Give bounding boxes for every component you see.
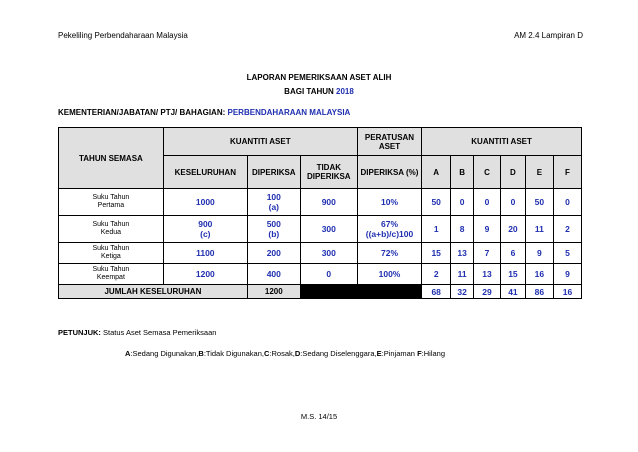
row-label: Suku Tahun Keempat: [59, 264, 164, 285]
cell-f: 5: [553, 243, 581, 264]
header-col-f: F: [553, 156, 581, 189]
cell-e: 50: [525, 189, 553, 216]
cell-tidak-diperiksa: 0: [300, 264, 357, 285]
header-kuantiti-aset: KUANTITI ASET: [163, 128, 357, 156]
table-row: [59, 216, 582, 243]
header-peratusan-aset: PERATUSAN ASET: [357, 128, 421, 156]
report-subtitle: [0, 87, 638, 96]
header-tahun-semasa: TAHUN SEMASA: [59, 128, 164, 189]
cell-d: 15: [501, 264, 526, 285]
cell-pct: 67% ((a+b)/c)100: [357, 216, 421, 243]
cell-f: 9: [553, 264, 581, 285]
total-label: JUMLAH KESELURUHAN: [59, 285, 248, 299]
cell-a: 1: [422, 216, 451, 243]
cell-b: 13: [451, 243, 474, 264]
total-d: 41: [501, 285, 526, 299]
cell-c: 13: [474, 264, 501, 285]
header-col-a: A: [422, 156, 451, 189]
cell-f: 2: [553, 216, 581, 243]
cell-c: 7: [474, 243, 501, 264]
petunjuk-line: [58, 328, 216, 337]
header-left: Pekeliling Perbendaharaan Malaysia: [58, 31, 188, 40]
cell-b: 0: [451, 189, 474, 216]
total-f: 16: [553, 285, 581, 299]
cell-diperiksa: 200: [247, 243, 300, 264]
row-label: Suku Tahun Kedua: [59, 216, 164, 243]
cell-c: 0: [474, 189, 501, 216]
cell-keseluruhan: 1200: [163, 264, 247, 285]
kementerian-line: [58, 108, 350, 117]
cell-b: 11: [451, 264, 474, 285]
cell-tidak-diperiksa: 300: [300, 243, 357, 264]
total-e: 86: [525, 285, 553, 299]
table-row: [59, 243, 582, 264]
header-right: AM 2.4 Lampiran D: [514, 31, 583, 40]
cell-tidak-diperiksa: 300: [300, 216, 357, 243]
header-kuantiti-aset-status: KUANTITI ASET: [422, 128, 582, 156]
kementerian-label: KEMENTERIAN/JABATAN/ PTJ/ BAHAGIAN:: [58, 108, 226, 117]
cell-keseluruhan: 1000: [163, 189, 247, 216]
header-tidak-diperiksa: TIDAK DIPERIKSA: [300, 156, 357, 189]
cell-pct: 72%: [357, 243, 421, 264]
cell-d: 20: [501, 216, 526, 243]
cell-keseluruhan: 1100: [163, 243, 247, 264]
petunjuk-text: Status Aset Semasa Pemeriksaan: [103, 328, 217, 337]
page-number: M.S. 14/15: [300, 412, 338, 421]
header-col-b: B: [451, 156, 474, 189]
report-year: 2018: [336, 87, 354, 96]
kementerian-value: PERBENDAHARAAN MALAYSIA: [227, 108, 351, 117]
row-label: Suku Tahun Pertama: [59, 189, 164, 216]
cell-c: 9: [474, 216, 501, 243]
total-keseluruhan: 1200: [247, 285, 300, 299]
petunjuk-label: PETUNJUK:: [58, 328, 101, 337]
header-col-c: C: [474, 156, 501, 189]
cell-a: 15: [422, 243, 451, 264]
cell-b: 8: [451, 216, 474, 243]
cell-tidak-diperiksa: 900: [300, 189, 357, 216]
cell-f: 0: [553, 189, 581, 216]
total-c: 29: [474, 285, 501, 299]
cell-e: 16: [525, 264, 553, 285]
blacked-out-cell: [300, 285, 421, 299]
total-a: 68: [422, 285, 451, 299]
status-legend: A:Sedang Digunakan,B:Tidak Digunakan,C:Rosak,D:Sedang Diselenggara,E:Pinjaman F:Hilang: [125, 349, 446, 358]
header-col-e: E: [525, 156, 553, 189]
table-row: [59, 264, 582, 285]
cell-e: 9: [525, 243, 553, 264]
cell-diperiksa: 500 (b): [247, 216, 300, 243]
row-label: Suku Tahun Ketiga: [59, 243, 164, 264]
cell-pct: 100%: [357, 264, 421, 285]
total-b: 32: [451, 285, 474, 299]
report-title: LAPORAN PEMERIKSAAN ASET ALIH: [246, 73, 392, 82]
cell-d: 0: [501, 189, 526, 216]
cell-diperiksa: 400: [247, 264, 300, 285]
cell-d: 6: [501, 243, 526, 264]
header-diperiksa-pct: DIPERIKSA (%): [357, 156, 421, 189]
asset-inspection-table: [58, 127, 582, 299]
table-row: [59, 189, 582, 216]
cell-a: 50: [422, 189, 451, 216]
header-col-d: D: [501, 156, 526, 189]
header-keseluruhan: KESELURUHAN: [163, 156, 247, 189]
total-row: [59, 285, 582, 299]
cell-diperiksa: 100 (a): [247, 189, 300, 216]
cell-keseluruhan: 900 (c): [163, 216, 247, 243]
cell-pct: 10%: [357, 189, 421, 216]
header-diperiksa: DIPERIKSA: [247, 156, 300, 189]
cell-e: 11: [525, 216, 553, 243]
cell-a: 2: [422, 264, 451, 285]
year-prefix: BAGI TAHUN: [284, 87, 334, 96]
